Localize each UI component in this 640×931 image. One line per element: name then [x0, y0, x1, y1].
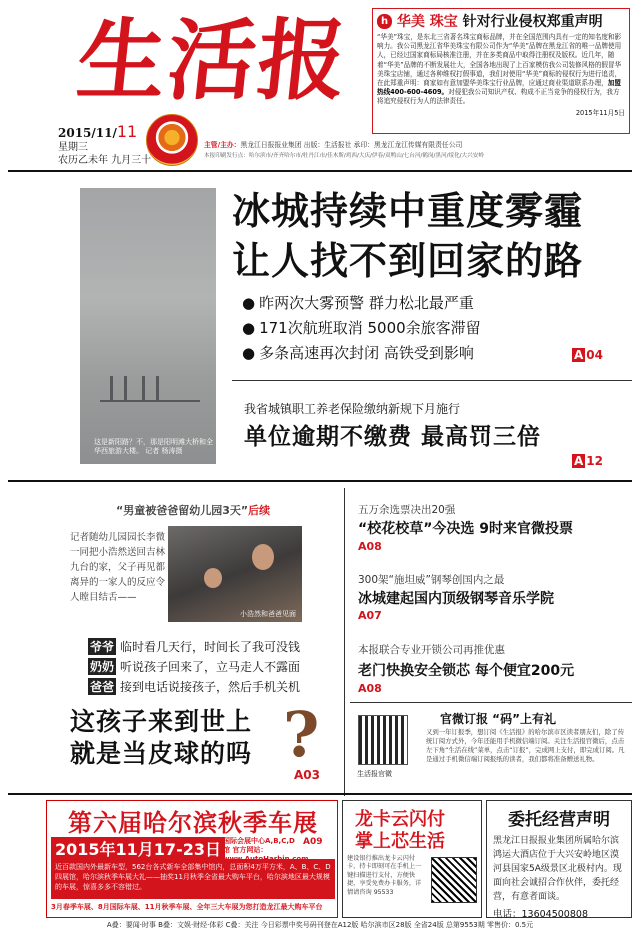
lunar-date: 农历乙未年 九月三十: [58, 155, 152, 166]
second-page-ref[interactable]: A 12: [574, 454, 603, 468]
lead-headline-line2[interactable]: 让人找不到回家的路: [232, 239, 584, 283]
section-divider: [232, 380, 632, 381]
bank-ad-title2: 掌上芯生活: [355, 831, 445, 852]
brand-logo-icon: h: [377, 14, 392, 29]
date-day: 11: [116, 122, 138, 141]
lead-bullet: ● 171次航班取消 5000余旅客滞留: [242, 317, 481, 338]
story-headline-line2[interactable]: 就是当皮球的吗: [70, 739, 253, 768]
notice-hotline: 加盟热线400-600-4609。: [377, 79, 621, 97]
masthead-title: 生活报: [72, 8, 354, 112]
auto-show-date: 2015年11月17-23日: [51, 837, 225, 860]
brief-page-ref[interactable]: A08: [358, 682, 382, 695]
management-notice-title: 委托经营声明: [508, 810, 610, 830]
distribution-line: 本报印刷发行点：哈尔滨市/齐齐哈尔市/牡丹江市/佳木斯/鸡西/大庆/伊春/双鸭山/七台河/鹤岗/黑河/绥化/大兴安岭: [204, 153, 484, 159]
management-notice-body: 黑龙江日报报业集团所属哈尔滨鸿运大酒店位于大兴安岭地区漠河县国家5A级景区北极村内。现面向社会诚招合作伙伴，委托经营，有意者面谈。: [493, 836, 622, 902]
brief-headline[interactable]: “校花校草”今决选 9时来官微投票: [358, 521, 574, 537]
story-headline-line1[interactable]: 这孩子来到世上: [70, 707, 253, 736]
kid-photo-caption: 小浩然和爸爸见面: [240, 610, 296, 618]
wechat-qr-label: 生活报官微: [357, 770, 392, 778]
lead-bullet: ● 多条高速再次封闭 高铁受到影响: [242, 342, 474, 363]
publisher-line: 主管/主办：黑龙江日报报业集团 出版：生活报社 承印：黑龙江龙江传媒有限责任公司: [204, 141, 463, 149]
auto-show-page-ref: A09: [303, 837, 323, 847]
bank-ad-text: 建设银行推出龙卡云闪付卡，持卡即刻可在手机上一键扫描进行支付，方便快捷，享受免费办卡服务，详情请咨询 95533: [347, 855, 422, 896]
brief-page-ref[interactable]: A08: [358, 540, 382, 553]
story-page-ref[interactable]: A03: [294, 768, 320, 782]
bank-ad-title1: 龙卡云闪付: [355, 809, 445, 830]
brief-kicker: 本报联合专业开锁公司再推优惠: [358, 644, 505, 656]
anniversary-logo: [146, 114, 198, 166]
weekday: 星期三: [58, 142, 88, 153]
lead-bullet: ● 昨两次大雾预警 群力松北最严重: [242, 292, 474, 313]
auto-show-details: 近百款国内外最新车型，562台各式新车全部集中馆内，总面积4万平方米，A、B、C、D四展馆，哈尔滨秋季车展大礼——抽奖11月秋季全省最大购车平台，哈尔滨地区最大规模的车展，惊喜多多不容错过。: [51, 859, 335, 899]
dialogue-line: 奶奶 听说孩子回来了，立马走人不露面: [90, 660, 301, 674]
bank-qr-code[interactable]: [431, 857, 477, 903]
fog-photo-caption: 这是新阳路？不，那是阳明滩大桥和全华西旅游大楼。 记者 杨涛摄: [94, 438, 213, 455]
ad-divider: [8, 793, 632, 795]
second-kicker: 我省城镇职工养老保险缴纳新规下月施行: [244, 402, 461, 416]
brief-kicker: 300架“施坦威”钢琴创国内之最: [358, 574, 505, 586]
jewelry-notice-ad: [372, 8, 630, 134]
kid-photo: [168, 526, 302, 622]
notice-date: 2015年11月5日: [575, 108, 625, 117]
brief-page-ref[interactable]: A07: [358, 609, 382, 622]
section-divider: [8, 480, 632, 482]
auto-show-title: 第六届哈尔滨秋季车展: [68, 809, 318, 837]
dialogue-line: 爸爸 接到电话说接孩子，然后手机关机: [90, 680, 301, 694]
masthead-divider: [8, 170, 632, 172]
story-kicker: “男童被爸爸留幼儿园3天”后续: [116, 504, 271, 517]
management-notice-phone: 电话：13604500808: [493, 909, 588, 920]
lead-page-ref[interactable]: A 04: [574, 348, 603, 362]
date-text: 2015/11/: [58, 126, 117, 140]
date-block: [58, 122, 158, 167]
column-divider: [344, 488, 345, 796]
wechat-qr-code[interactable]: [358, 715, 408, 765]
notice-brand: 华美 珠宝: [396, 14, 458, 30]
story-intro: 记者随幼儿园园长李微一同把小浩然送回吉林九台的家，父子再见都离异的一家人的反应令人瞠目结舌——: [70, 532, 166, 603]
auto-show-venue: 国际会展中心A,B,C,D馆 官方网站：: [223, 837, 295, 854]
bank-card-ad[interactable]: [342, 800, 482, 918]
notice-heading: [377, 11, 625, 31]
fog-photo: [80, 188, 216, 464]
lead-headline-line1[interactable]: 冰城持续中重度雾霾: [232, 189, 584, 233]
wechat-subscribe-title: 官微订报 “码”上有礼: [440, 712, 556, 726]
auto-show-ad[interactable]: [46, 800, 338, 918]
brief-headline[interactable]: 冰城建起国内顶级钢琴音乐学院: [358, 591, 554, 607]
notice-body: “华美”珠宝，是东北三省著名珠宝商标品牌，并在全国范围内具有一定的知名度和影响力。我公司黑龙江省华美珠宝有限公司作为“华美”品牌在黑龙江省的唯一品牌使用人，已经过国家商标局核准注册，并在多类商品中取得注册权及版权。近几年，随着“华美”品牌的不断发展壮大，全国各地出现了上百家模仿我公司装修风格的假冒华美珠宝店铺，通过各种维权打假事道，我们对使用“华美”商标的侵权行为进行追责，在此郑重声明：商家如有意加盟华美珠宝行业品牌，应通过商业渠道联系办理，加盟热线400-600-4609。对侵犯我公司知识产权、构成不正当竞争的侵权行为，我方将追究侵权行为人的法律责任。: [377, 33, 622, 106]
second-headline[interactable]: 单位逾期不缴费 最高罚三倍: [244, 423, 542, 450]
wechat-text: 又到一年订报季，想订阅《生活报》的哈尔滨市区读者朋友们，除了传统订阅方式外，今年还能用手机微信端订阅。关注生活报官微后，点击左下角“生活在线”菜单，点击“订报”，完成网上支付，即完成订阅。凡是通过手机微信端订阅报纸的读者，我们都将准备赠送礼物。: [426, 728, 625, 763]
page-footer: A叠：要闻·时事 B叠：文娱·财经·体彩 C叠：关注 今日彩票中奖号码刊登在A12版 哈尔滨市区28版 全省24版 总第9553期 零售价：0.5元: [106, 921, 534, 929]
notice-title: 针对行业侵权郑重声明: [462, 14, 603, 30]
brief-kicker: 五万余选票决出20强: [358, 504, 456, 516]
question-mark-graphic: ?: [283, 698, 320, 771]
dialogue-line: 爷爷 临时看几天行，时间长了我可没钱: [90, 640, 301, 654]
section-divider: [350, 702, 632, 703]
brief-headline[interactable]: 老门快换安全锁芯 每个便宜200元: [358, 663, 575, 679]
auto-show-footer: 3月春季车展、8月国际车展、11月秋季车展、全年三大车展为您打造龙江最大购车平台: [51, 903, 323, 911]
management-notice-ad: [486, 800, 632, 918]
